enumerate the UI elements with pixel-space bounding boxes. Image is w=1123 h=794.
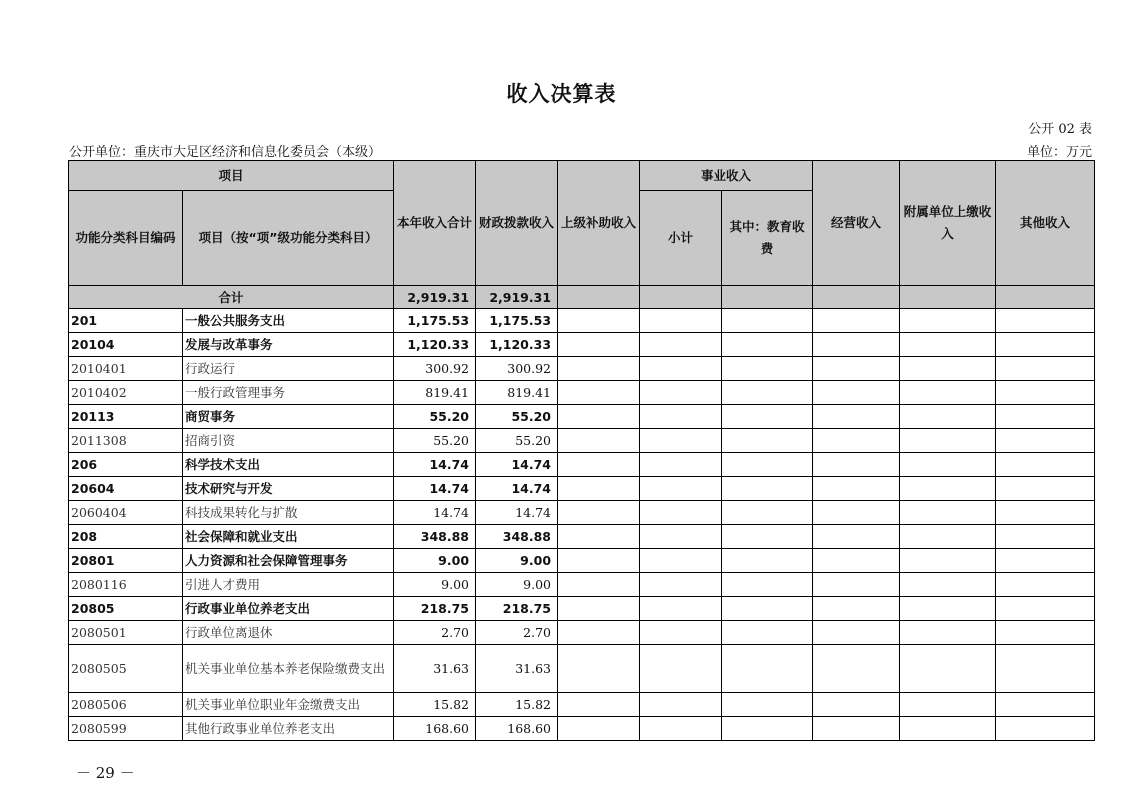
empty-cell [722,429,813,453]
table-row [69,477,1095,501]
empty-cell [722,693,813,717]
table-row [69,333,1095,357]
table-row [69,453,1095,477]
row-name: 科学技术支出 [183,453,394,477]
empty-cell [900,645,996,693]
row-annual: 31.63 [394,645,476,693]
row-code: 2080599 [69,717,183,741]
empty-cell [558,693,640,717]
row-code: 20113 [69,405,183,429]
empty-cell [558,525,640,549]
empty-cell [996,573,1095,597]
row-code: 206 [69,453,183,477]
empty-cell [996,309,1095,333]
row-annual: 2.70 [394,621,476,645]
empty-cell [558,621,640,645]
empty-cell [722,549,813,573]
table-row [69,405,1095,429]
empty-cell [900,525,996,549]
row-fiscal: 15.82 [476,693,558,717]
empty-cell [900,286,996,309]
row-code: 20604 [69,477,183,501]
row-fiscal: 348.88 [476,525,558,549]
row-name: 一般公共服务支出 [183,309,394,333]
empty-cell [558,645,640,693]
row-code: 2080505 [69,645,183,693]
row-code: 20104 [69,333,183,357]
empty-cell [640,573,722,597]
empty-cell [640,429,722,453]
row-annual: 348.88 [394,525,476,549]
empty-cell [996,717,1095,741]
row-fiscal: 14.74 [476,453,558,477]
empty-cell [996,333,1095,357]
row-fiscal: 9.00 [476,549,558,573]
row-fiscal: 2.70 [476,621,558,645]
empty-cell [558,381,640,405]
row-name: 商贸事务 [183,405,394,429]
empty-cell [722,357,813,381]
table-row [69,525,1095,549]
empty-cell [722,286,813,309]
row-annual: 14.74 [394,477,476,501]
empty-cell [558,501,640,525]
empty-cell [640,477,722,501]
row-name: 招商引资 [183,429,394,453]
empty-cell [722,477,813,501]
empty-cell [813,645,900,693]
row-name: 行政单位离退休 [183,621,394,645]
empty-cell [722,621,813,645]
row-annual: 55.20 [394,405,476,429]
empty-cell [558,549,640,573]
row-name: 社会保障和就业支出 [183,525,394,549]
reporting-unit: 公开单位：重庆市大足区经济和信息化委员会（本级） [69,145,382,160]
empty-cell [813,286,900,309]
empty-cell [996,621,1095,645]
row-name: 发展与改革事务 [183,333,394,357]
table-row [69,357,1095,381]
header-code: 功能分类科目编码 [69,191,183,286]
total-annual: 2,919.31 [394,286,476,309]
row-fiscal: 9.00 [476,573,558,597]
empty-cell [813,357,900,381]
empty-cell [900,429,996,453]
row-code: 201 [69,309,183,333]
row-name: 引进人才费用 [183,573,394,597]
row-code: 2080506 [69,693,183,717]
empty-cell [900,381,996,405]
row-fiscal: 819.41 [476,381,558,405]
row-annual: 14.74 [394,453,476,477]
row-code: 208 [69,525,183,549]
table-row [69,597,1095,621]
table-row [69,645,1095,693]
empty-cell [900,453,996,477]
row-fiscal: 218.75 [476,597,558,621]
empty-cell [813,381,900,405]
row-name: 一般行政管理事务 [183,381,394,405]
empty-cell [722,381,813,405]
empty-cell [813,405,900,429]
empty-cell [813,717,900,741]
header-name: 项目（按“项”级功能分类科目） [183,191,394,286]
empty-cell [813,597,900,621]
row-name: 行政运行 [183,357,394,381]
row-fiscal: 168.60 [476,717,558,741]
empty-cell [813,477,900,501]
row-annual: 9.00 [394,573,476,597]
empty-cell [900,717,996,741]
empty-cell [722,333,813,357]
row-code: 2010401 [69,357,183,381]
row-fiscal: 14.74 [476,477,558,501]
row-annual: 9.00 [394,549,476,573]
empty-cell [640,621,722,645]
row-name: 科技成果转化与扩散 [183,501,394,525]
empty-cell [722,645,813,693]
table-row [69,429,1095,453]
empty-cell [640,357,722,381]
header-subtotal: 小计 [640,191,722,286]
table-row [69,381,1095,405]
empty-cell [640,597,722,621]
empty-cell [558,286,640,309]
empty-cell [558,405,640,429]
empty-cell [558,309,640,333]
empty-cell [996,405,1095,429]
empty-cell [813,573,900,597]
empty-cell [640,645,722,693]
row-annual: 300.92 [394,357,476,381]
total-label: 合计 [69,286,394,309]
page-title: 收入决算表 [506,82,617,106]
empty-cell [900,549,996,573]
row-name: 其他行政事业单位养老支出 [183,717,394,741]
empty-cell [996,597,1095,621]
empty-cell [640,405,722,429]
page-number: － 29 － [76,764,135,782]
row-code: 20801 [69,549,183,573]
row-code: 2010402 [69,381,183,405]
row-annual: 55.20 [394,429,476,453]
row-name: 机关事业单位基本养老保险缴费支出 [183,645,394,693]
empty-cell [813,525,900,549]
table-row [69,501,1095,525]
empty-cell [996,357,1095,381]
table-row [69,717,1095,741]
row-fiscal: 1,120.33 [476,333,558,357]
row-name: 技术研究与开发 [183,477,394,501]
row-annual: 1,175.53 [394,309,476,333]
empty-cell [900,597,996,621]
empty-cell [558,333,640,357]
empty-cell [640,286,722,309]
row-annual: 819.41 [394,381,476,405]
empty-cell [813,429,900,453]
income-table [68,160,1095,741]
empty-cell [813,621,900,645]
row-code: 2080501 [69,621,183,645]
row-fiscal: 1,175.53 [476,309,558,333]
empty-cell [640,549,722,573]
empty-cell [996,381,1095,405]
empty-cell [996,286,1095,309]
empty-cell [900,357,996,381]
empty-cell [813,333,900,357]
empty-cell [996,549,1095,573]
empty-cell [558,597,640,621]
row-code: 20805 [69,597,183,621]
empty-cell [558,477,640,501]
header-affiliated: 附属单位上缴收入 [900,161,996,286]
empty-cell [722,453,813,477]
empty-cell [900,333,996,357]
empty-cell [722,309,813,333]
row-fiscal: 31.63 [476,645,558,693]
empty-cell [813,501,900,525]
row-code: 2060404 [69,501,183,525]
header-fiscal: 财政拨款收入 [476,161,558,286]
header-annual-income: 本年收入合计 [394,161,476,286]
empty-cell [722,501,813,525]
empty-cell [640,381,722,405]
empty-cell [813,693,900,717]
empty-cell [900,405,996,429]
table-row [69,309,1095,333]
empty-cell [722,525,813,549]
header-item: 项目 [69,161,394,191]
row-annual: 14.74 [394,501,476,525]
empty-cell [996,477,1095,501]
empty-cell [558,573,640,597]
total-row [69,286,1095,309]
empty-cell [640,309,722,333]
empty-cell [900,573,996,597]
row-annual: 218.75 [394,597,476,621]
row-code: 2011308 [69,429,183,453]
empty-cell [640,717,722,741]
empty-cell [640,453,722,477]
row-code: 2080116 [69,573,183,597]
empty-cell [558,717,640,741]
header-other: 其他收入 [996,161,1095,286]
empty-cell [640,333,722,357]
row-fiscal: 55.20 [476,429,558,453]
row-name: 机关事业单位职业年金缴费支出 [183,693,394,717]
empty-cell [900,477,996,501]
empty-cell [722,573,813,597]
empty-cell [996,693,1095,717]
total-fiscal: 2,919.31 [476,286,558,309]
empty-cell [558,357,640,381]
row-fiscal: 300.92 [476,357,558,381]
empty-cell [722,405,813,429]
row-annual: 15.82 [394,693,476,717]
empty-cell [722,717,813,741]
empty-cell [640,501,722,525]
empty-cell [558,453,640,477]
table-row [69,621,1095,645]
form-number: 公开 02 表 [1028,122,1092,137]
empty-cell [900,693,996,717]
empty-cell [640,525,722,549]
header-operating: 经营收入 [813,161,900,286]
row-annual: 1,120.33 [394,333,476,357]
header-business: 事业收入 [640,161,813,191]
row-name: 行政事业单位养老支出 [183,597,394,621]
empty-cell [900,621,996,645]
empty-cell [813,549,900,573]
empty-cell [813,453,900,477]
table-row [69,573,1095,597]
empty-cell [900,501,996,525]
row-fiscal: 14.74 [476,501,558,525]
empty-cell [996,429,1095,453]
empty-cell [996,453,1095,477]
empty-cell [996,525,1095,549]
empty-cell [722,597,813,621]
empty-cell [996,645,1095,693]
header-edu-fee: 其中：教育收费 [722,191,813,286]
row-name: 人力资源和社会保障管理事务 [183,549,394,573]
empty-cell [996,501,1095,525]
amount-unit: 单位：万元 [1026,145,1092,160]
row-fiscal: 55.20 [476,405,558,429]
empty-cell [640,693,722,717]
table-row [69,549,1095,573]
empty-cell [900,309,996,333]
header-superior: 上级补助收入 [558,161,640,286]
empty-cell [558,429,640,453]
empty-cell [813,309,900,333]
row-annual: 168.60 [394,717,476,741]
table-row [69,693,1095,717]
